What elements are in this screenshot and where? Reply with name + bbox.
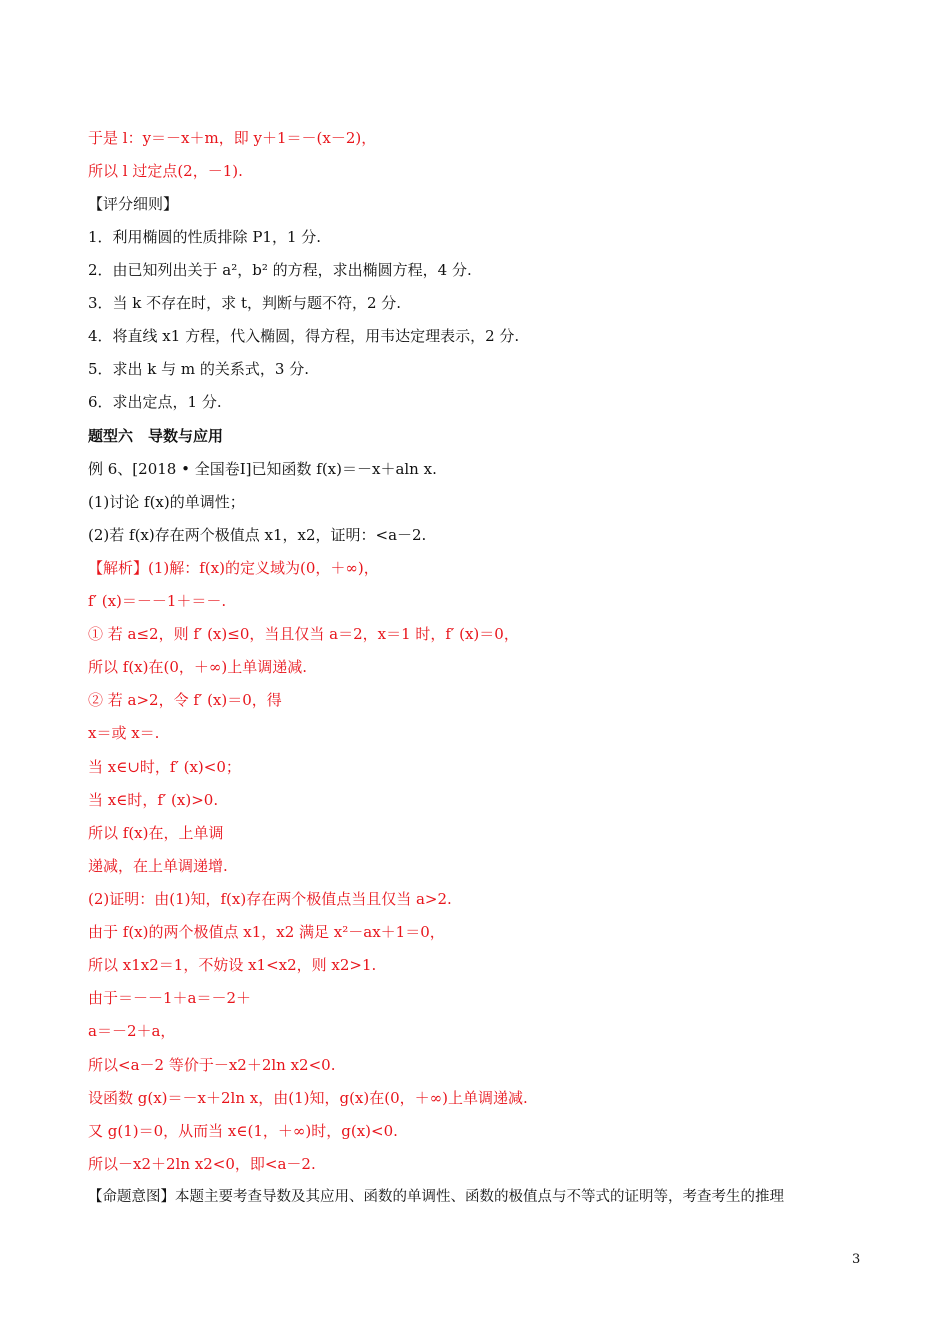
solution-line: 所以 f(x)在，上单调 (88, 824, 224, 842)
solution-line: ① 若 a≤2，则 f′ (x)≤0，当且仅当 a＝2，x＝1 时，f′ (x)＝0， (88, 625, 519, 643)
list-item: 2．由已知列出关于 a²，b² 的方程，求出椭圆方程，4 分. (88, 261, 472, 279)
solution-line: 所以 x1x2＝1，不妨设 x1<x2，则 x2>1. (88, 956, 377, 974)
page-number: 3 (852, 1252, 861, 1267)
list-item: 1．利用椭圆的性质排除 P1，1 分. (88, 228, 322, 246)
solution-line: 设函数 g(x)＝－x＋2ln x，由(1)知，g(x)在(0，＋∞)上单调递减. (88, 1089, 528, 1107)
solution-line: 由于 f(x)的两个极值点 x1，x2 满足 x²－ax＋1＝0， (88, 923, 445, 941)
text-line: 所以 l 过定点(2，－1). (88, 162, 243, 180)
section-title: 题型六 导数与应用 (88, 427, 224, 445)
solution-line: 所以 f(x)在(0，＋∞)上单调递减. (88, 658, 307, 676)
solution-line: a＝－2＋a， (88, 1022, 176, 1040)
example-statement: 例 6、[2018 • 全国卷Ⅰ]已知函数 f(x)＝－x＋aln x. (88, 460, 437, 478)
solution-line: 由于＝－－1＋a＝－2＋ (88, 989, 252, 1007)
solution-line: f′ (x)＝－－1＋＝－. (88, 592, 227, 610)
list-item: 5．求出 k 与 m 的关系式，3 分. (88, 360, 310, 378)
section-heading: 【评分细则】 (88, 195, 179, 213)
solution-line: 当 x∈∪时，f′ (x)<0； (88, 758, 241, 776)
intent-note: 【命题意图】本题主要考查导数及其应用、函数的单调性、函数的极值点与不等式的证明等，考查考生的推理 (88, 1189, 784, 1205)
solution-line: 所以<a－2 等价于－x2＋2ln x2<0. (88, 1056, 336, 1074)
solution-line: 【解析】(1)解：f(x)的定义域为(0，＋∞)， (88, 559, 379, 577)
solution-line: (2)证明：由(1)知，f(x)存在两个极值点当且仅当 a>2. (88, 890, 452, 908)
question-part: (1)讨论 f(x)的单调性； (88, 493, 245, 511)
list-item: 6．求出定点，1 分. (88, 393, 222, 411)
solution-line: x＝或 x＝. (88, 724, 160, 742)
list-item: 3．当 k 不存在时，求 t，判断与题不符，2 分. (88, 294, 402, 312)
question-part: (2)若 f(x)存在两个极值点 x1，x2，证明：<a－2. (88, 526, 427, 544)
solution-line: 又 g(1)＝0，从而当 x∈(1，＋∞)时，g(x)<0. (88, 1122, 398, 1140)
list-item: 4．将直线 x1 方程，代入椭圆，得方程，用韦达定理表示，2 分. (88, 327, 520, 345)
solution-line: 递减，在上单调递增. (88, 857, 228, 875)
solution-line: 当 x∈时，f′ (x)>0. (88, 791, 219, 809)
solution-line: ② 若 a>2，令 f′ (x)＝0，得 (88, 691, 282, 709)
text-line: 于是 l：y＝－x＋m，即 y＋1＝－(x－2)， (88, 129, 377, 147)
solution-line: 所以－x2＋2ln x2<0，即<a－2. (88, 1155, 316, 1173)
